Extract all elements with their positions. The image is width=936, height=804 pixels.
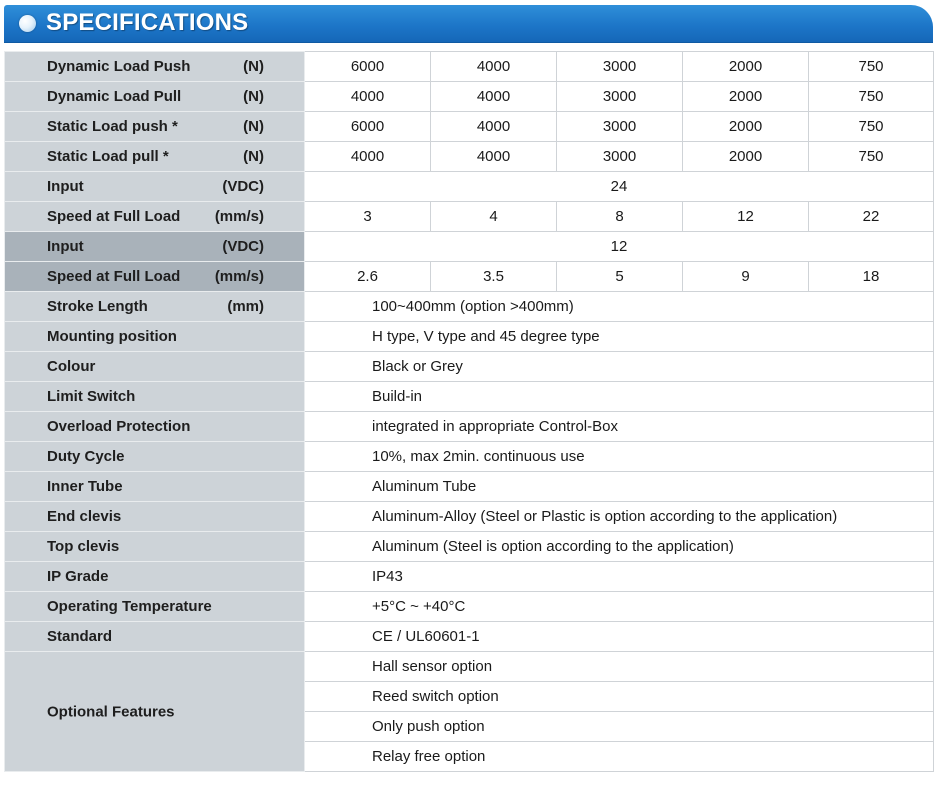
specifications-table bbox=[4, 51, 934, 772]
spec-row-operating-temperature bbox=[5, 592, 934, 622]
spec-row-stroke-length bbox=[5, 292, 934, 322]
spec-name: Input bbox=[47, 238, 84, 255]
spec-unit: (mm/s) bbox=[214, 208, 264, 225]
spec-name: Standard bbox=[47, 628, 113, 645]
spec-row-static-load-push bbox=[5, 112, 934, 142]
spec-label-cell bbox=[5, 562, 305, 592]
spec-row-colour bbox=[5, 352, 934, 382]
spec-unit: (N) bbox=[243, 58, 264, 75]
spec-value: 3 bbox=[305, 202, 431, 232]
spec-label-cell bbox=[5, 592, 305, 622]
spec-label-cell bbox=[5, 442, 305, 472]
spec-name: Static Load pull * bbox=[47, 148, 169, 165]
spec-value: 4000 bbox=[431, 112, 557, 142]
spec-value: 4000 bbox=[305, 142, 431, 172]
spec-row-dynamic-load-push bbox=[5, 52, 934, 82]
spec-value: IP43 bbox=[305, 562, 934, 592]
spec-value: 4000 bbox=[431, 82, 557, 112]
spec-unit: (VDC) bbox=[222, 238, 264, 255]
spec-value: 750 bbox=[809, 52, 934, 82]
spec-label-cell bbox=[5, 622, 305, 652]
spec-name: Speed at Full Load bbox=[47, 268, 181, 285]
spec-value: 6000 bbox=[305, 52, 431, 82]
spec-label-cell bbox=[5, 52, 305, 82]
optional-feature-item: Hall sensor option bbox=[305, 652, 934, 682]
spec-name: Inner Tube bbox=[47, 478, 123, 495]
spec-value: 8 bbox=[557, 202, 683, 232]
spec-name: Duty Cycle bbox=[47, 448, 125, 465]
optional-feature-item: Relay free option bbox=[305, 742, 934, 772]
spec-name: Limit Switch bbox=[47, 388, 136, 405]
spec-label-cell bbox=[5, 532, 305, 562]
spec-row-mounting-position bbox=[5, 322, 934, 352]
spec-name: Stroke Length bbox=[47, 298, 148, 315]
spec-row-speed-12v bbox=[5, 262, 934, 292]
spec-name: Input bbox=[47, 178, 84, 195]
spec-label-cell bbox=[5, 412, 305, 442]
spec-row-static-load-pull bbox=[5, 142, 934, 172]
spec-label-cell bbox=[5, 232, 305, 262]
spec-label-cell bbox=[5, 262, 305, 292]
spec-label-cell bbox=[5, 112, 305, 142]
spec-label-cell bbox=[5, 502, 305, 532]
spec-value: 4000 bbox=[431, 52, 557, 82]
spec-value: Build-in bbox=[305, 382, 934, 412]
spec-value: 5 bbox=[557, 262, 683, 292]
spec-label-cell bbox=[5, 172, 305, 202]
spec-unit: (N) bbox=[243, 118, 264, 135]
spec-row-top-clevis bbox=[5, 532, 934, 562]
spec-row-ip-grade bbox=[5, 562, 934, 592]
spec-value: 10%, max 2min. continuous use bbox=[305, 442, 934, 472]
spec-row-end-clevis bbox=[5, 502, 934, 532]
spec-value: H type, V type and 45 degree type bbox=[305, 322, 934, 352]
spec-value: 2000 bbox=[683, 82, 809, 112]
spec-value: 6000 bbox=[305, 112, 431, 142]
spec-value: 3000 bbox=[557, 82, 683, 112]
spec-value: Aluminum Tube bbox=[305, 472, 934, 502]
spec-unit: (VDC) bbox=[222, 178, 264, 195]
spec-row-dynamic-load-pull bbox=[5, 82, 934, 112]
spec-row-input-12v bbox=[5, 232, 934, 262]
spec-value: 100~400mm (option >400mm) bbox=[305, 292, 934, 322]
spec-row-speed-24v bbox=[5, 202, 934, 232]
spec-value: 3000 bbox=[557, 112, 683, 142]
spec-value: Aluminum (Steel is option according to the application) bbox=[305, 532, 934, 562]
spec-unit: (mm) bbox=[227, 298, 264, 315]
spec-value: 9 bbox=[683, 262, 809, 292]
spec-value: 2000 bbox=[683, 142, 809, 172]
spec-label-cell bbox=[5, 202, 305, 232]
spec-name: Static Load push * bbox=[47, 118, 178, 135]
spec-row-limit-switch bbox=[5, 382, 934, 412]
spec-row-overload-protection bbox=[5, 412, 934, 442]
spec-value: 3000 bbox=[557, 142, 683, 172]
spec-name: Speed at Full Load bbox=[47, 208, 181, 225]
spec-unit: (N) bbox=[243, 148, 264, 165]
spec-value: 4000 bbox=[431, 142, 557, 172]
spec-name: Top clevis bbox=[47, 538, 120, 555]
spec-value: 22 bbox=[809, 202, 934, 232]
spec-name: Operating Temperature bbox=[47, 598, 212, 615]
spec-value: integrated in appropriate Control-Box bbox=[305, 412, 934, 442]
section-title: SPECIFICATIONS bbox=[46, 9, 249, 36]
spec-unit: (N) bbox=[243, 88, 264, 105]
spec-label-cell bbox=[5, 142, 305, 172]
spec-value: 18 bbox=[809, 262, 934, 292]
spec-name: IP Grade bbox=[47, 568, 109, 585]
spec-label-cell bbox=[5, 382, 305, 412]
spec-name: Overload Protection bbox=[47, 418, 191, 435]
spec-label-cell bbox=[5, 322, 305, 352]
spec-value: 750 bbox=[809, 82, 934, 112]
spec-name: End clevis bbox=[47, 508, 122, 525]
spec-name: Optional Features bbox=[47, 703, 175, 720]
spec-name: Colour bbox=[47, 358, 96, 375]
specifications-header bbox=[4, 5, 933, 42]
spec-value: 12 bbox=[305, 232, 934, 262]
spec-row-inner-tube bbox=[5, 472, 934, 502]
spec-value: 3000 bbox=[557, 52, 683, 82]
spec-value: 4 bbox=[431, 202, 557, 232]
spec-name: Dynamic Load Pull bbox=[47, 88, 182, 105]
spec-unit: (mm/s) bbox=[214, 268, 264, 285]
spec-row-optional-features bbox=[5, 652, 934, 682]
spec-value: Aluminum-Alloy (Steel or Plastic is option according to the application) bbox=[305, 502, 934, 532]
bullet-circle-icon bbox=[19, 15, 36, 32]
spec-label-cell bbox=[5, 652, 305, 772]
spec-name: Dynamic Load Push bbox=[47, 58, 191, 75]
optional-feature-item: Only push option bbox=[305, 712, 934, 742]
spec-value: 12 bbox=[683, 202, 809, 232]
spec-label-cell bbox=[5, 82, 305, 112]
spec-row-duty-cycle bbox=[5, 442, 934, 472]
spec-value: CE / UL60601-1 bbox=[305, 622, 934, 652]
spec-value: Black or Grey bbox=[305, 352, 934, 382]
spec-value: 2000 bbox=[683, 112, 809, 142]
optional-feature-item: Reed switch option bbox=[305, 682, 934, 712]
spec-value: 24 bbox=[305, 172, 934, 202]
spec-value: 750 bbox=[809, 112, 934, 142]
spec-value: 2000 bbox=[683, 52, 809, 82]
spec-value: +5°C ~ +40°C bbox=[305, 592, 934, 622]
spec-value: 750 bbox=[809, 142, 934, 172]
spec-row-standard bbox=[5, 622, 934, 652]
spec-value: 4000 bbox=[305, 82, 431, 112]
spec-value: 3.5 bbox=[431, 262, 557, 292]
spec-name: Mounting position bbox=[47, 328, 177, 345]
spec-label-cell bbox=[5, 352, 305, 382]
spec-label-cell bbox=[5, 472, 305, 502]
spec-row-input-24v bbox=[5, 172, 934, 202]
spec-value: 2.6 bbox=[305, 262, 431, 292]
spec-label-cell bbox=[5, 292, 305, 322]
